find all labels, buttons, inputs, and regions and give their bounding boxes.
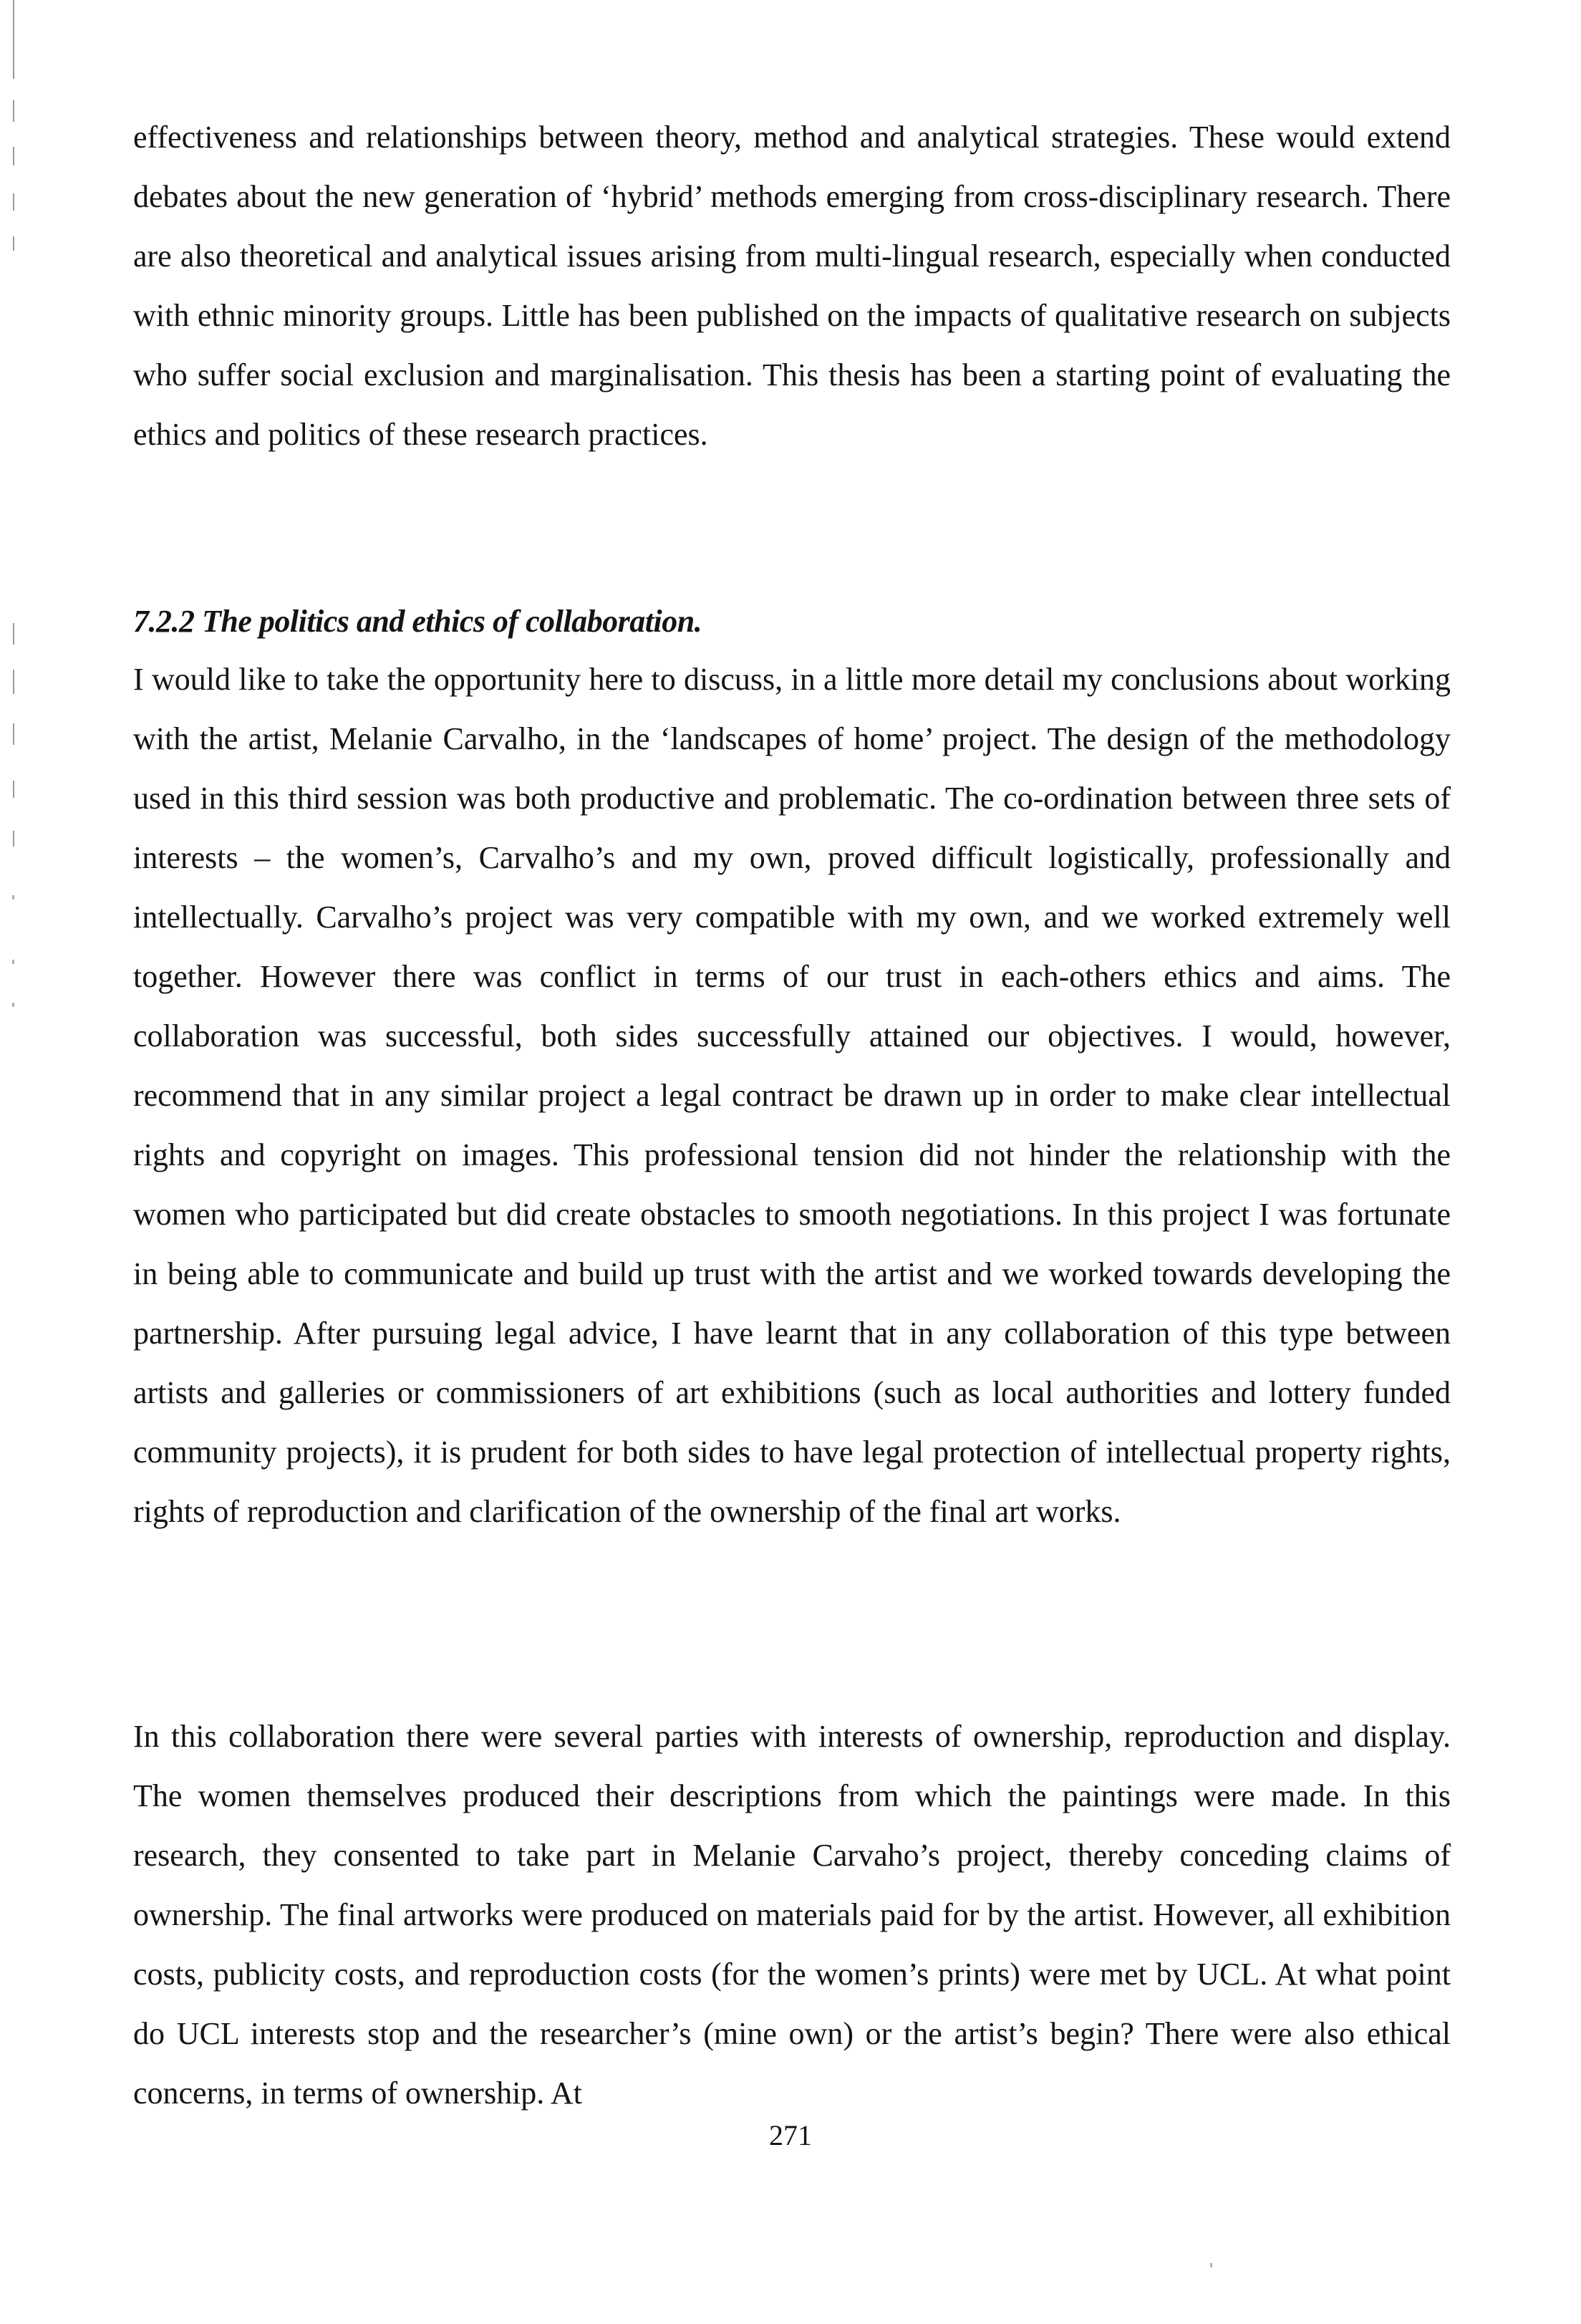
scan-margin-mark: [13, 193, 14, 211]
scan-margin-mark: [13, 781, 14, 798]
scan-margin-mark: [13, 100, 14, 122]
body-paragraph: In this collaboration there were several parties with interests of ownership, reproduction and display. The women themselves produced their descriptions from which the paintings were made. In this research, they consented to take part in Melanie Carvaho’s project, thereby conceding claims of ownership. The final artworks were produced on materials paid for by the artist. However, all exhibition costs, publicity costs, and reproduction costs (for the women’s prints) were met by UCL. At what point do UCL interests stop and the researcher’s (mine own) or the artist’s begin? There were also ethical concerns, in terms of ownership. At: [133, 1719, 1451, 2111]
body-paragraph: I would like to take the opportunity here to discuss, in a little more detail my conclusions about working with the artist, Melanie Carvalho, in the ‘landscapes of home’ project. The design of the methodology used in this third session was both productive and problematic. The co-ordination between three sets of interests – the women’s, Carvalho’s and my own, proved difficult logistically, professionally and intellectually. Carvalho’s project was very compatible with my own, and we worked extremely well together. However there was conflict in terms of our trust in each-others ethics and aims. The collaboration was successful, both sides successfully attained our objectives. I would, however, recommend that in any similar project a legal contract be drawn up in order to make clear intellectual rights and copyright on images. This professional tension did not hinder the relationship with the women who participated but did create obstacles to smooth negotiations. In this project I was fortunate in being able to communicate and build up trust with the artist and we worked towards developing the partnership. After pursuing legal advice, I have learnt that in any collaboration of this type between artists and galleries or commissioners of art exhibitions (such as local authorities and lottery funded community projects), it is prudent for both sides to have legal protection of intellectual property rights, rights of reproduction and clarification of the ownership of the final art works.: [133, 662, 1451, 1529]
scan-margin-mark: [13, 236, 14, 251]
scan-margin-mark: [13, 831, 14, 847]
scan-margin-mark: [13, 147, 14, 165]
section-heading: 7.2.2 The politics and ethics of collaboration.: [133, 604, 702, 639]
scan-speck: [12, 1003, 14, 1007]
scan-speck: [1210, 2263, 1212, 2267]
page-number: 271: [769, 2119, 812, 2151]
scan-margin-mark: [13, 723, 14, 745]
scan-margin-mark: [13, 670, 14, 694]
scan-margin-mark: [13, 623, 14, 645]
scan-speck: [12, 960, 14, 964]
body-paragraph: effectiveness and relationships between theory, method and analytical strategies. These would extend debates about the new generation of ‘hybrid’ methods emerging from cross-disciplinary research. There are also theoretical and analytical issues arising from multi-lingual research, especially when conducted with ethnic minority groups. Little has been published on the impacts of qualitative research on subjects who suffer social exclusion and marginalisation. This thesis has been a starting point of evaluating the ethics and politics of these research practices.: [133, 120, 1451, 452]
scan-margin-mark: [13, 0, 14, 79]
scan-speck: [12, 895, 14, 900]
